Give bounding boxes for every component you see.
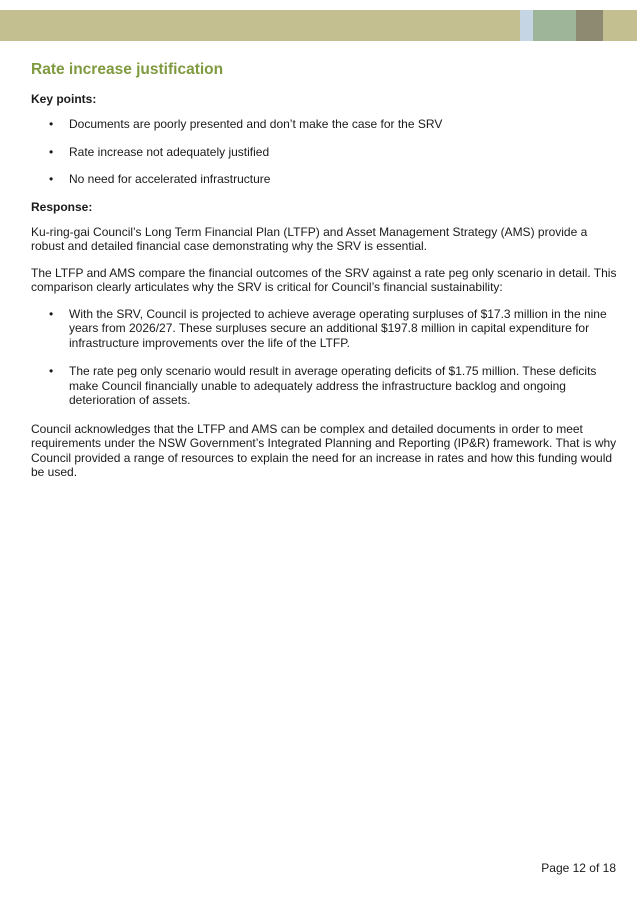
key-point-item [31,117,619,132]
key-points-heading: Key points: [31,92,97,106]
response-paragraph: The LTFP and AMS compare the financial outcomes of the SRV against a rate peg only scenario in detail. This comparison clearly articulates why the SRV is critical for Council’s financial sustainability: [31,265,617,294]
header-block-3 [576,10,603,41]
response-point-item [31,307,619,351]
key-points-list [31,117,619,187]
header-block-4 [603,10,637,41]
section-title: Rate increase justification [31,61,224,78]
response-paragraph: Ku-ring-gai Council’s Long Term Financial Plan (LTFP) and Asset Management Strategy (AMS) provide a robust and detailed financial case demonstrating why the SRV is essential. [31,224,588,253]
bullet-icon: • [49,117,54,131]
header-band [0,10,637,41]
key-point-text: No need for accelerated infrastructure [69,172,271,186]
response-point-item [31,364,619,408]
bullet-icon: • [49,306,54,321]
closing-paragraph: Council acknowledges that the LTFP and AMS can be complex and detailed documents in order to meet requirements under the NSW Government’s Integrated Planning and Reporting (IP&R) framework. That is why Council provided a range of resources to explain the need for an increase in rates and how this funding would be used. [31,421,617,479]
key-point-text: Rate increase not adequately justified [69,144,270,159]
key-point-item [31,145,619,160]
header-block-2 [533,10,576,41]
response-points-list [31,307,619,408]
bullet-icon: • [49,172,54,186]
document-body [31,60,619,492]
response-point-text: The rate peg only scenario would result in average operating deficits of $1.75 million. These deficits make Council financially unable to adequately address the infrastructure backlog and ongoing deterioration of assets. [69,364,597,407]
response-heading: Response: [31,199,93,214]
response-point-text: With the SRV, Council is projected to achieve average operating surpluses of $17.3 million in the nine years from 2026/27. These surpluses secure an additional $197.8 million in capital expenditure for infrastructure improvements over the life of the LTFP. [69,306,607,350]
page-number: Page 12 of 18 [541,861,616,875]
key-point-text: Documents are poorly presented and don’t make the case for the SRV [69,117,443,131]
key-point-item [31,172,619,187]
bullet-icon: • [49,364,54,378]
header-block-1 [520,10,533,41]
bullet-icon: • [49,144,54,159]
